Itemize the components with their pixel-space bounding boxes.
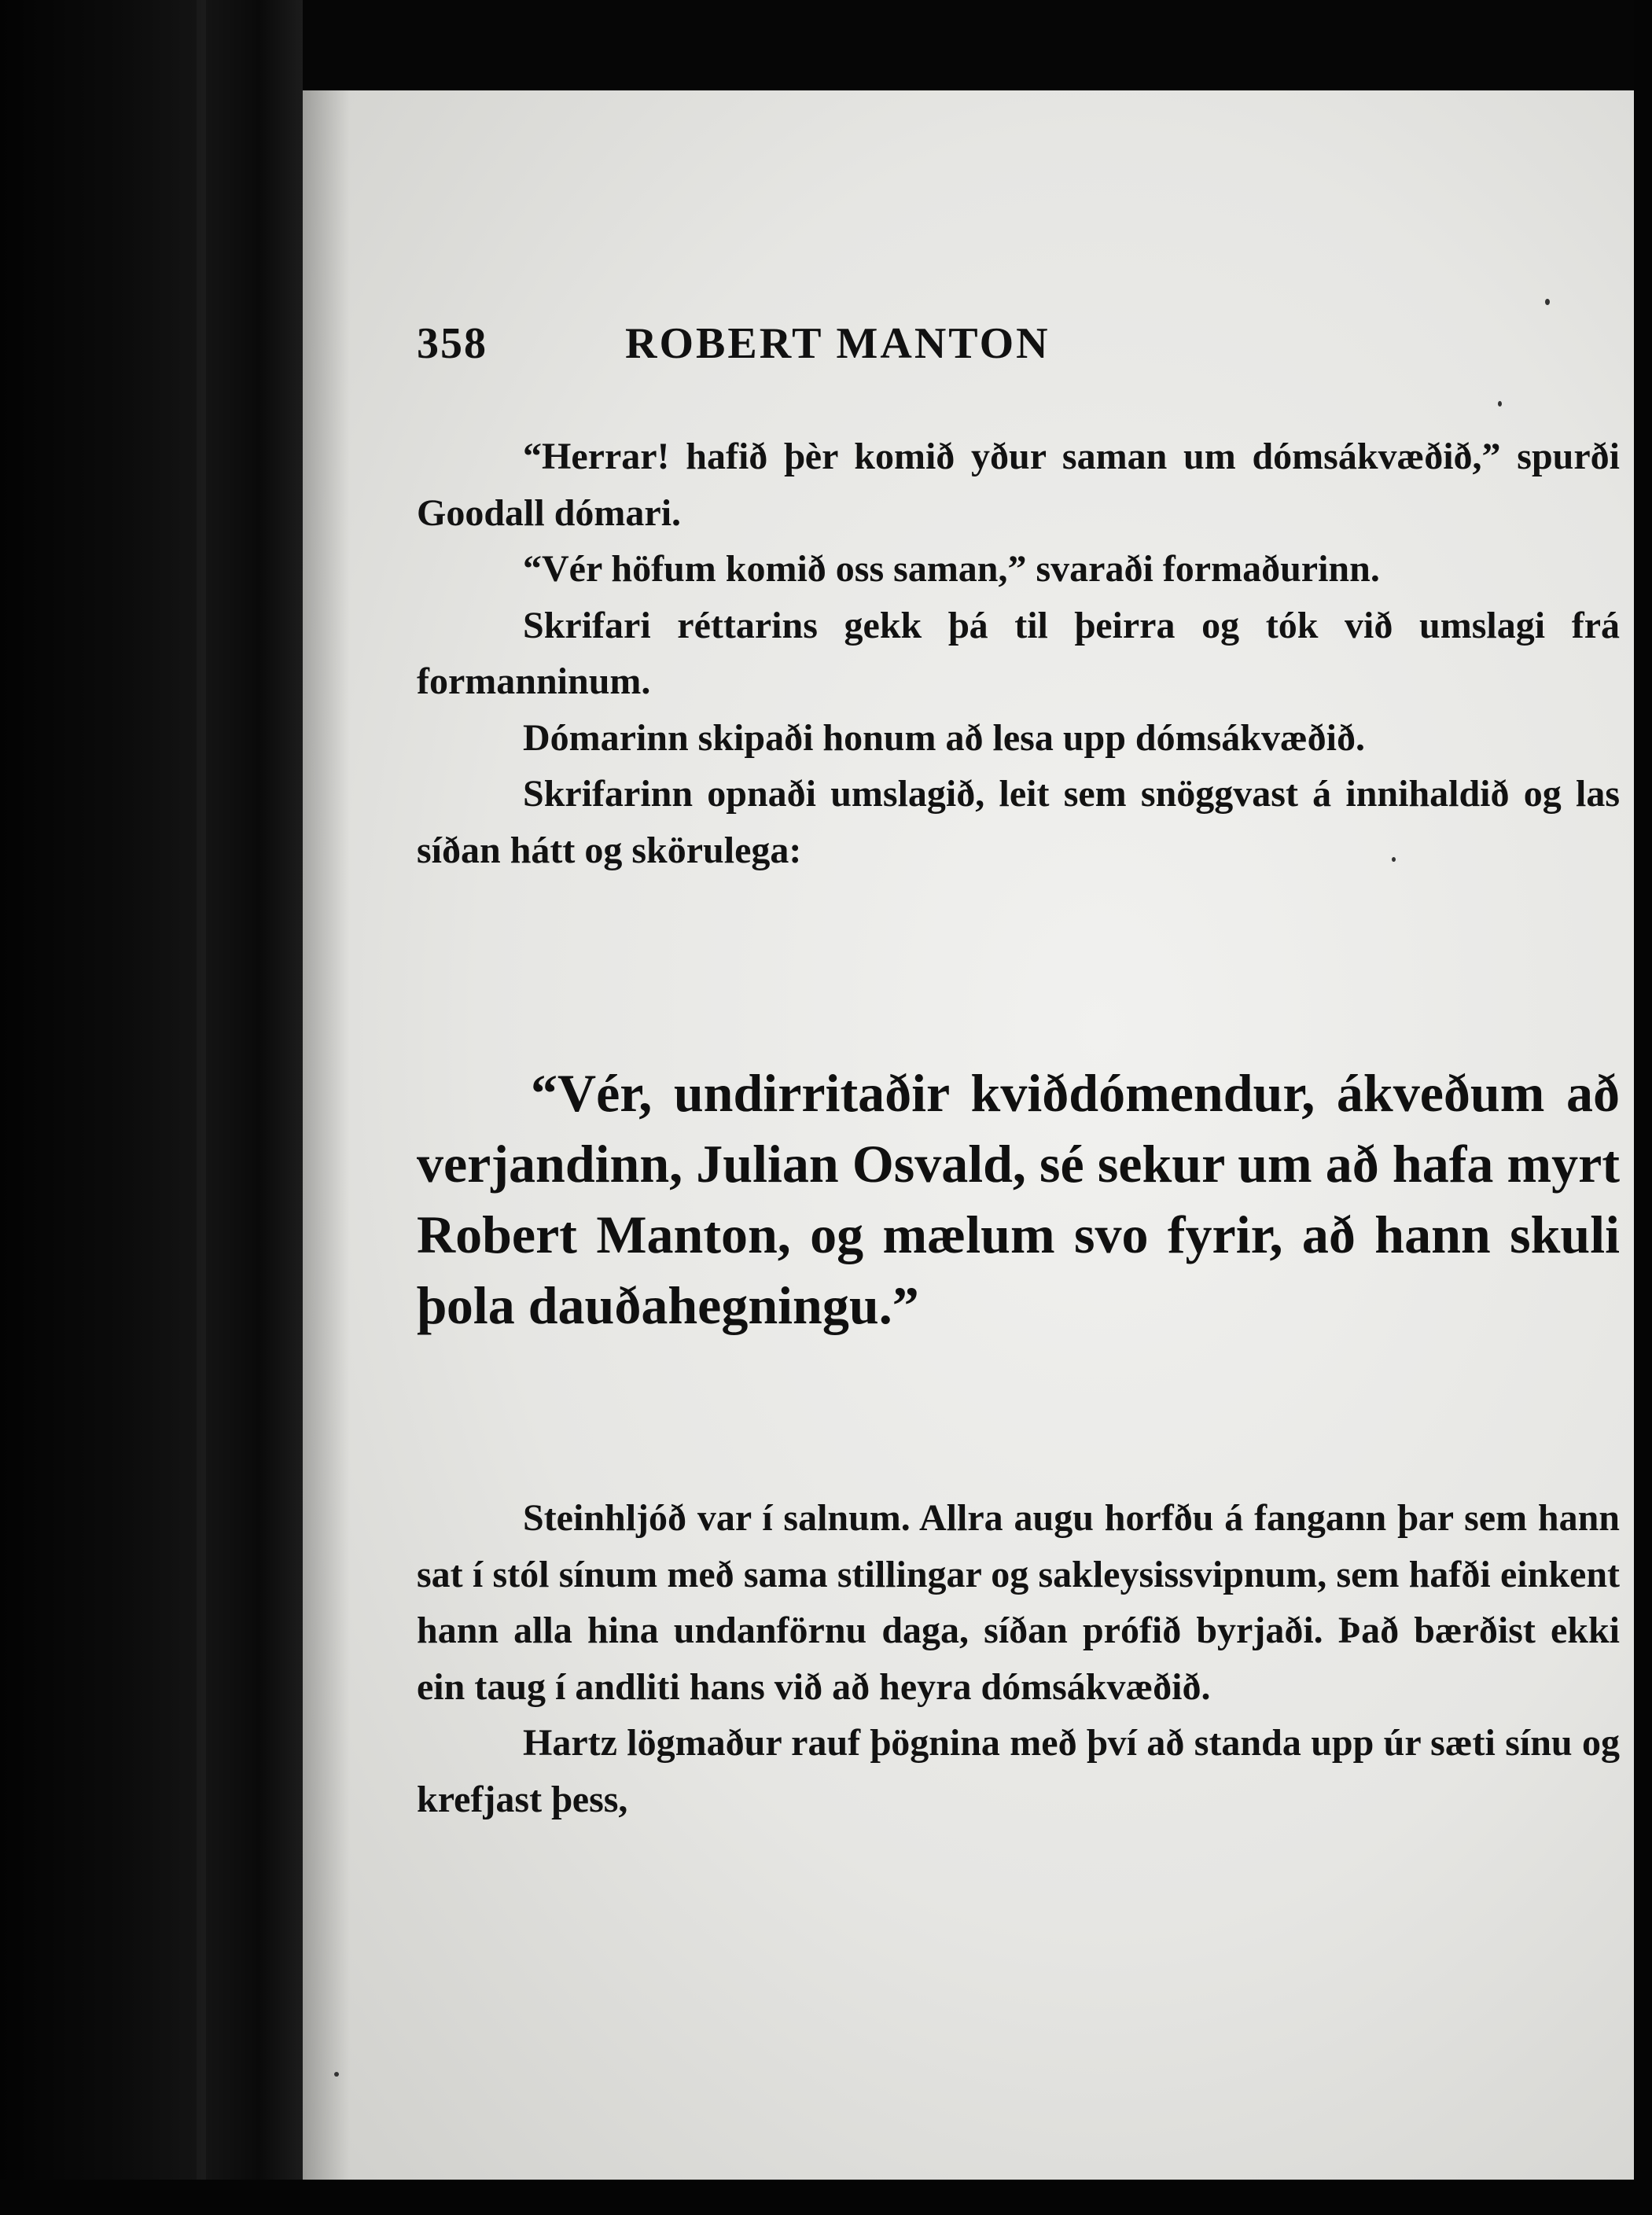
paragraph: Dómarinn skipaði honum að lesa upp dómsákvæðið. bbox=[523, 716, 1365, 759]
page-number: 358 bbox=[417, 319, 488, 368]
paragraph: Hartz lögmaður rauf þögnina með því að standa upp úr sæti sínu og krefjast þess, bbox=[417, 1722, 1620, 1820]
film-border-right bbox=[1634, 0, 1652, 2215]
film-streak bbox=[197, 0, 206, 2215]
running-title: ROBERT MANTON bbox=[625, 319, 1050, 368]
paragraph: Skrifarinn opnaði umslagið, leit sem snöggvast á innihaldið og las síðan hátt og skörulega: bbox=[417, 773, 1620, 871]
paragraph: “Herrar! hafið þèr komið yður saman um dómsákvæðið,” spurði Goodall dómari. bbox=[417, 436, 1620, 534]
page-gutter-shadow bbox=[303, 90, 350, 2180]
dust-speck bbox=[1545, 299, 1550, 305]
paragraph: Skrifari réttarins gekk þá til þeirra og tók við umslagi frá formanninum. bbox=[417, 604, 1620, 702]
film-border-bottom bbox=[0, 2180, 1652, 2215]
book-page bbox=[303, 90, 1634, 2180]
paragraph: “Vér höfum komið oss saman,” svaraði formaðurinn. bbox=[523, 548, 1380, 590]
running-head bbox=[417, 318, 1596, 381]
dust-speck bbox=[1392, 857, 1396, 862]
dust-speck bbox=[334, 2072, 339, 2077]
text-block-top bbox=[417, 429, 1620, 878]
paragraph: Steinhljóð var í salnum. Allra augu horfðu á fangann þar sem hann sat í stól sínum með sama stillingar og sakleysissvipnum, sem hafði einkent hann alla hina undanförnu daga, síðan prófið byrjaði. Það bærðist ekki ein taug í andliti hans við að heyra dómsákvæðið. bbox=[417, 1497, 1620, 1708]
verdict-quote: “Vér, undirritaðir kviðdómendur, ákveðum að verjandinn, Julian Osvald, sé sekur um að hafa myrt Robert Manton, og mælum svo fyrir, að hann skuli þola dauðahegningu.” bbox=[417, 1063, 1620, 1335]
film-border-left bbox=[0, 0, 303, 2215]
text-block-bottom bbox=[417, 1490, 1620, 1827]
dust-speck bbox=[1498, 401, 1502, 407]
